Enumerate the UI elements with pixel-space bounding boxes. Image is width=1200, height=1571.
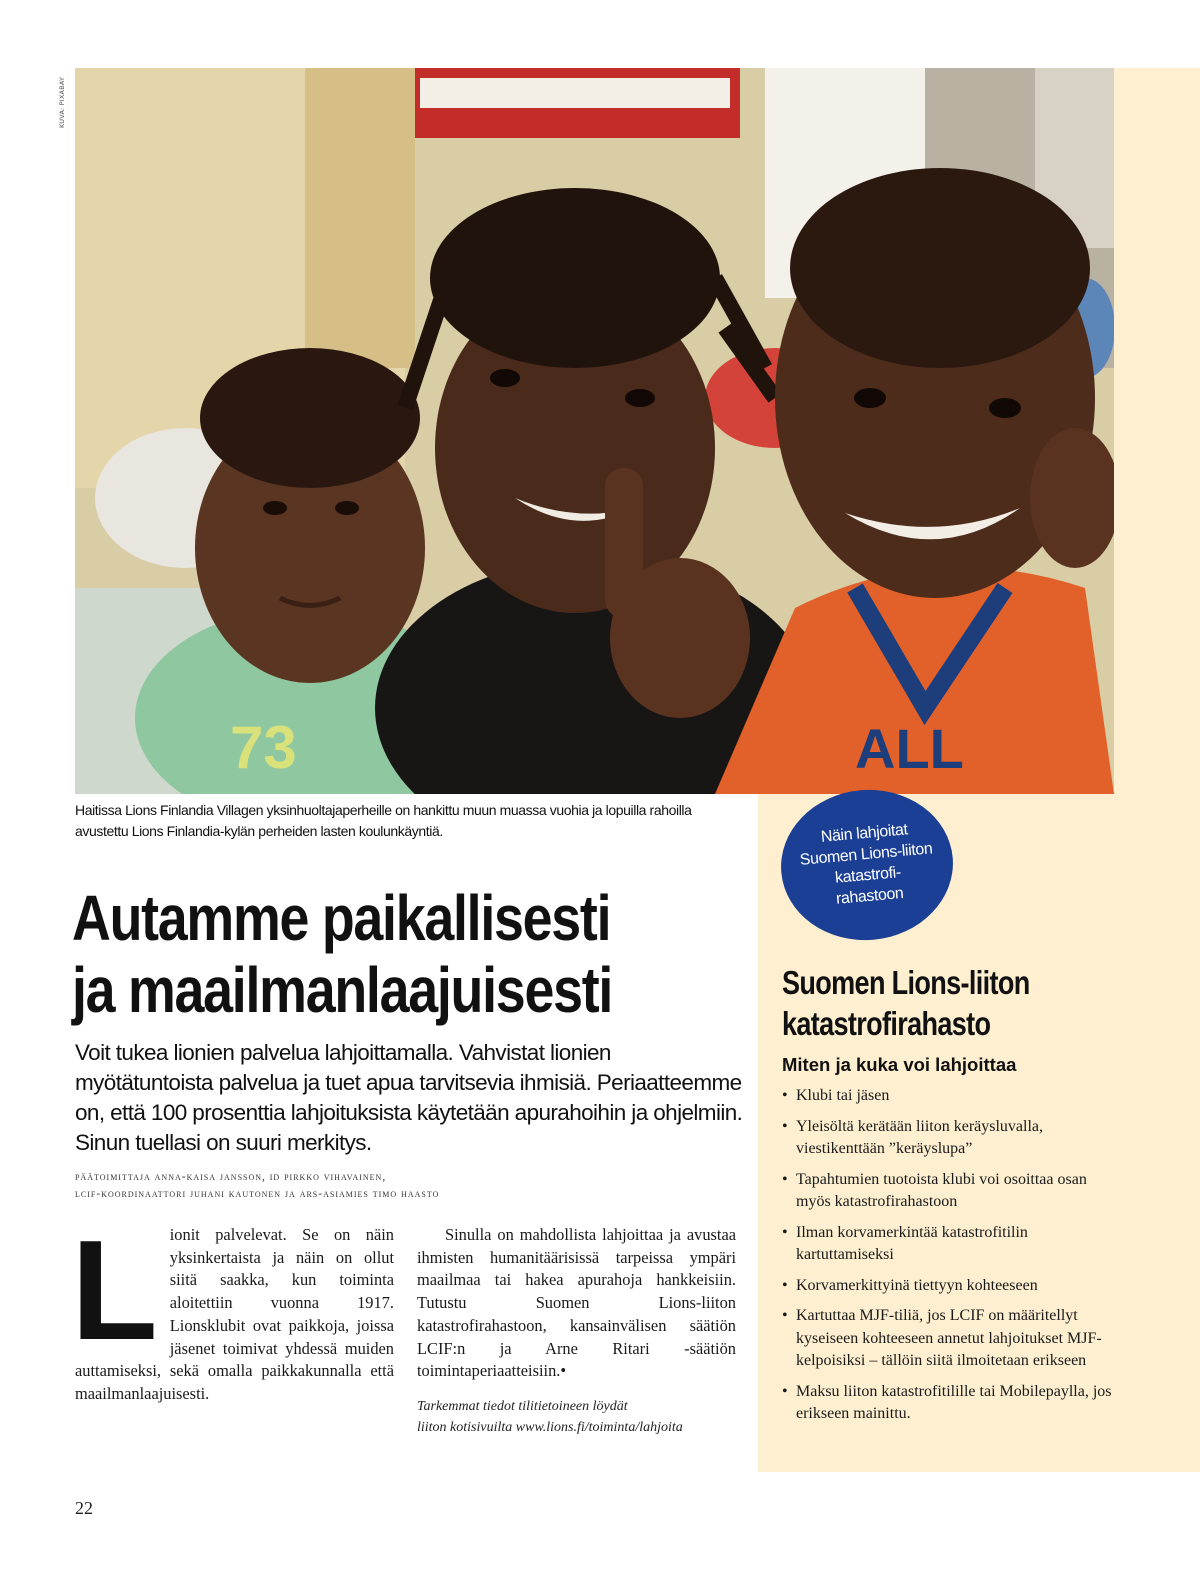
list-item [782,1275,1112,1298]
photo-caption: Haitissa Lions Finlandia Villagen yksinhuoltajaperheille on hankittu muun muassa vuohia ja lopuilla rahoilla avustettu Lions Finlandia-kylän perheiden lasten koulunkäyntiä. [75,802,692,839]
svg-text:ALL: ALL [855,717,964,780]
headline-line-2: ja maailmanlaajuisesti [72,954,613,1026]
body-column-1 [71,1211,394,1406]
note-line-2: liiton kotisivuilta www.lions.fi/toiminta/lahjoita [417,1420,683,1435]
bullet-icon: • [782,1223,788,1241]
lead-paragraph: Voit tukea lionien palvelua lahjoittamalla. Vahvistat lionien myötätuntoista palvelua ja tuet apua tarvitsevia ihmisiä. Periaatteemme on, että 100 prosenttia lahjoituksista käytetään apurahoihin ja ohjelmiin. Sinun tuellasi on suuri merkitys. [75,1040,743,1155]
bullet-icon: • [782,1382,788,1400]
byline-line-1: päätoimittaja anna-kaisa jansson, id pirkko vihavainen, [75,1171,387,1183]
list-item-text: Maksu liiton katastrofitilille tai Mobilepaylla, jos erikseen mainittu. [796,1382,1112,1422]
body-column-2 [417,1224,736,1383]
end-mark: • [560,1361,567,1381]
main-photo [75,68,1114,794]
list-item-text: Korvamerkittyinä tiettyyn kohteeseen [796,1276,1038,1294]
drop-cap: L [71,1211,158,1370]
byline [75,1169,755,1203]
list-item [782,1381,1112,1426]
sidebar-title-line-2: katastrofirahasto [782,1005,991,1042]
bullet-icon: • [782,1307,788,1324]
list-item-text: Yleisöltä kerätään liiton keräysluvalla, viestikenttään ”keräyslupa” [796,1117,1044,1157]
bullet-icon: • [782,1087,788,1104]
list-item [782,1116,1112,1161]
photo-children-icon [75,68,1114,794]
headline-line-1: Autamme paikallisesti [72,882,611,954]
list-item [782,1169,1112,1214]
list-item-text: Ilman korvamerkintää katastrofitilin kartuttamiseksi [796,1223,1028,1263]
note-line-1: Tarkemmat tiedot tilitietoineen löydät [417,1399,628,1414]
badge-text: Näin lahjoitat Suomen Lions-liiton katastrofi- rahastoon [799,821,934,908]
list-item [782,1085,1112,1108]
sidebar-subtitle: Miten ja kuka voi lahjoittaa [782,1054,1017,1075]
body-column-1-text: ionit palvelevat. Se on näin yksinkertaista ja näin on ollut siitä saakka, kun toiminta aloitettiin vuonna 1917. Lionsklubit ovat paikkoja, joissa jäsenet toimivat yhdessä muiden auttamiseksi, sekä omalla paikkakunnalla että maailmanlaajuisesti. [75,1225,394,1403]
bullet-icon: • [782,1170,788,1188]
donation-info-note [417,1396,747,1438]
bullet-icon: • [782,1276,788,1294]
byline-line-2: lcif-koordinaattori juhani kautonen ja ars-asiamies timo haasto [75,1188,440,1200]
list-item-text: Tapahtumien tuotoista klubi voi osoittaa osan myös katastrofirahastoon [796,1170,1087,1210]
sidebar-title [782,962,1102,1044]
list-item-text: Klubi tai jäsen [796,1087,890,1104]
list-item [782,1222,1112,1267]
sidebar-title-line-1: Suomen Lions-liiton [782,964,1030,1001]
bullet-icon: • [782,1117,788,1135]
svg-text:73: 73 [230,714,297,781]
body-column-2-text: Sinulla on mahdollista lahjoittaa ja avustaa ihmisten humanitäärisissä tarpeissa ympäri maailmaa tai hakea apurahoja hankkeisiin. Tutustu Suomen Lions-liiton katastrofirahastoon, kansainvälisen säätiön LCIF:n ja Arne Ritari -säätiön toimintaperiaatteisiin. [417,1225,736,1381]
list-item-text: Kartuttaa MJF-tiliä, jos LCIF on määritellyt kyseiseen kohteeseen annetut lahjoitukset MJF-kelpoisiksi – tällöin siitä ilmoitetaan erikseen [796,1307,1102,1369]
list-item [782,1305,1112,1373]
photo-credit: KUVA: PIXABAY [58,76,66,128]
article-headline [72,882,643,1026]
donation-methods-list [782,1085,1112,1434]
page-number: 22 [75,1498,93,1518]
